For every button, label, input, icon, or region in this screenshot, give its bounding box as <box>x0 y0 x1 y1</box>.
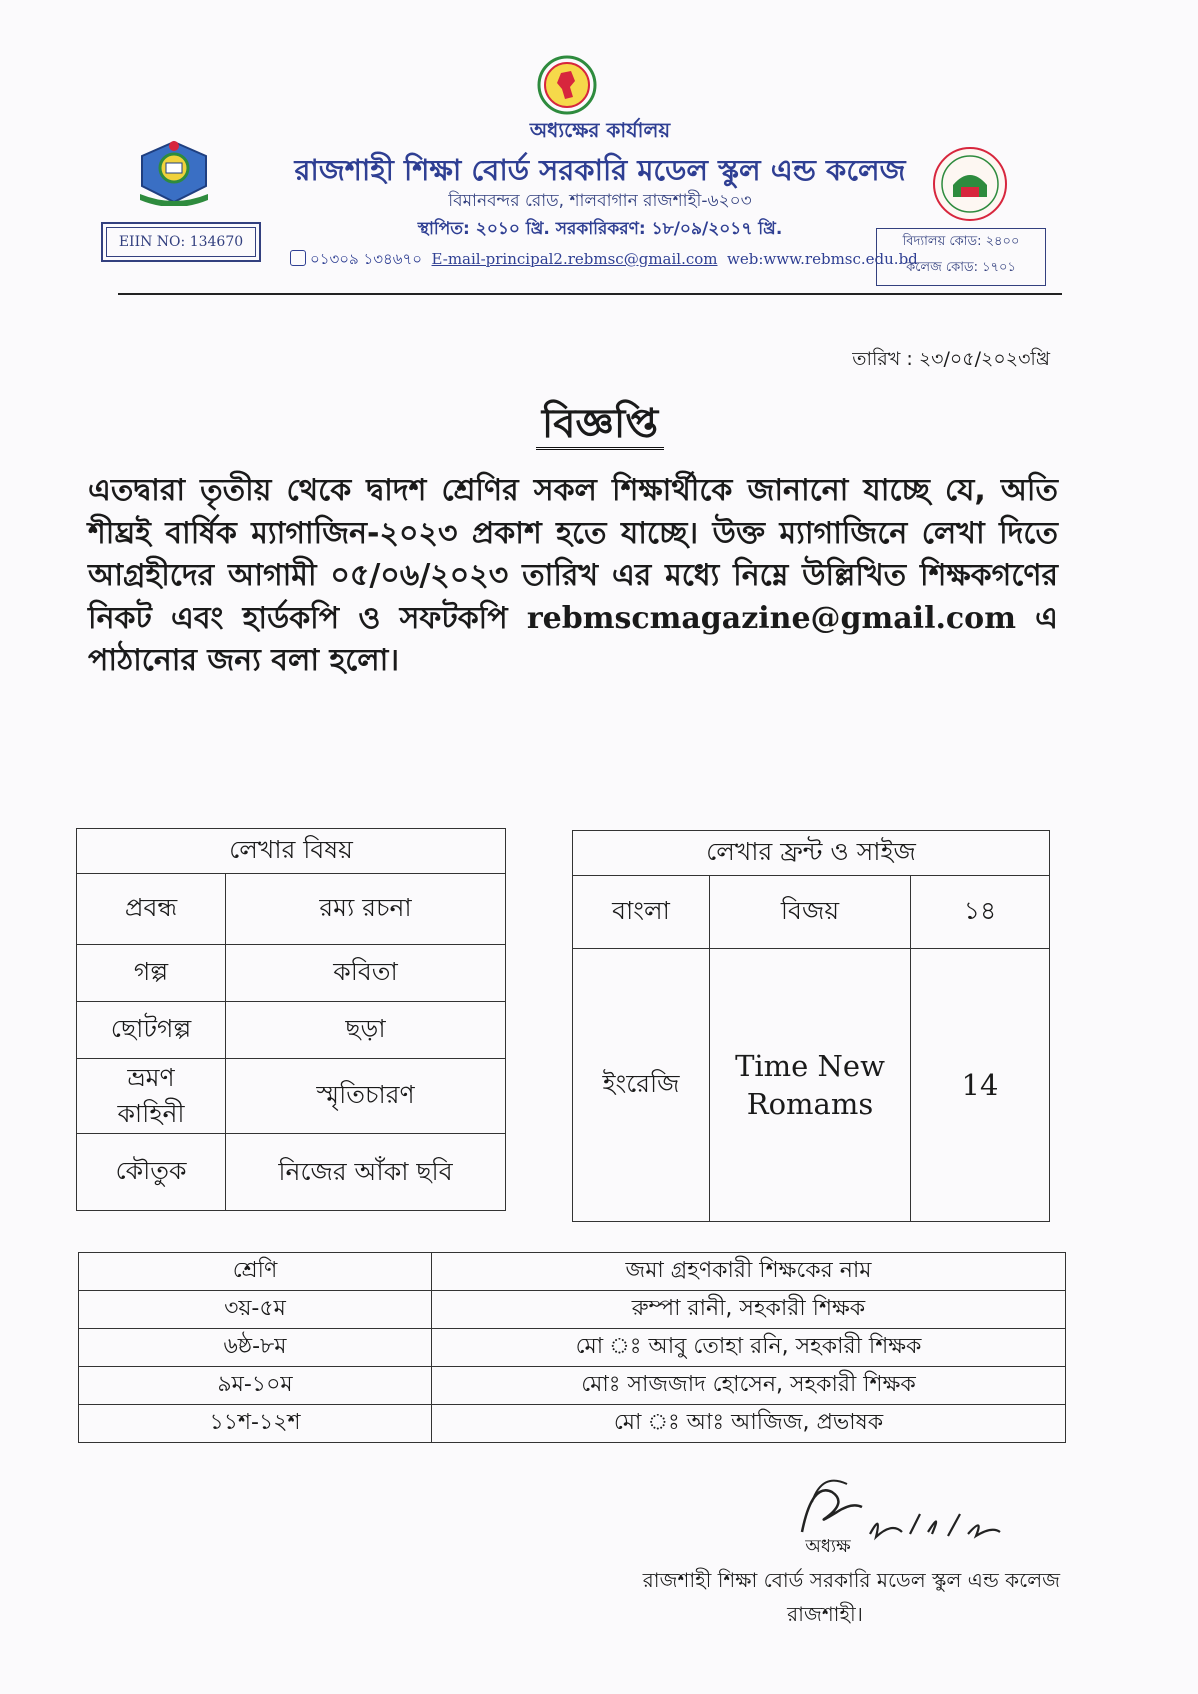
table-row <box>573 876 1050 949</box>
school-logo-icon <box>136 138 212 206</box>
table-row <box>77 945 506 1002</box>
table-row <box>79 1253 1066 1291</box>
class-header: শ্রেণি <box>79 1253 432 1291</box>
teacher-header: জমা গ্রহণকারী শিক্ষকের নাম <box>432 1253 1066 1291</box>
government-seal-icon <box>537 55 597 115</box>
topic-cell: ভ্রমণ কাহিনী <box>77 1059 226 1134</box>
font-language-cell: ইংরেজি <box>573 949 710 1222</box>
class-cell: ৯ম-১০ম <box>79 1367 432 1405</box>
table-row <box>573 949 1050 1222</box>
phone-number: ০১৩০৯ ১৩৪৬৭০ <box>310 250 422 268</box>
topic-cell: প্রবন্ধ <box>77 874 226 945</box>
teacher-cell: রুম্পা রানী, সহকারী শিক্ষক <box>432 1291 1066 1329</box>
institution-codes <box>876 228 1046 286</box>
table-row <box>77 1059 506 1134</box>
class-cell: ৩য়-৫ম <box>79 1291 432 1329</box>
magazine-email[interactable]: rebmscmagazine@gmail.com <box>526 600 1016 636</box>
table-row <box>77 1134 506 1211</box>
topic-cell: গল্প <box>77 945 226 1002</box>
notice-title-text: বিজ্ঞপ্তি <box>536 401 664 450</box>
established-info: স্থাপিত: ২০১০ খ্রি. সরকারিকরণ: ১৮/০৯/২০১৭ খ্রি. <box>417 219 783 239</box>
table-row <box>79 1291 1066 1329</box>
eiin-number: EIIN NO: 134670 <box>101 222 261 262</box>
table-row <box>79 1367 1066 1405</box>
topic-cell: কবিতা <box>226 945 506 1002</box>
header-divider <box>118 293 1062 295</box>
college-code: কলেজ কোড: ১৭০১ <box>906 260 1016 275</box>
table-row <box>79 1405 1066 1443</box>
font-name-cell: বিজয় <box>710 876 911 949</box>
font-name-cell: Time New Romams <box>710 949 911 1222</box>
notice-body-part2: এ পাঠানোর জন্য বলা হলো। <box>88 600 1058 678</box>
font-size-cell: ১৪ <box>911 876 1050 949</box>
school-code: বিদ্যালয় কোড: ২৪০০ <box>902 234 1020 249</box>
font-size-table <box>572 830 1050 1222</box>
school-address: বিমানবন্দর রোড, শালবাগান রাজশাহী-৬২০৩ <box>448 191 752 211</box>
notice-body <box>88 470 1058 683</box>
topic-cell: ছড়া <box>226 1002 506 1059</box>
phone-icon <box>290 250 306 266</box>
font-table-header: লেখার ফ্রন্ট ও সাইজ <box>573 831 1050 876</box>
topic-cell: রম্য রচনা <box>226 874 506 945</box>
contact-line <box>290 248 918 273</box>
notice-title <box>440 392 760 459</box>
email-link[interactable]: E-mail-principal2.rebmsc@gmail.com <box>431 250 718 268</box>
topics-table <box>76 828 506 1211</box>
topic-cell: স্মৃতিচারণ <box>226 1059 506 1134</box>
teacher-cell: মো ঃ আঃ আজিজ, প্রভাষক <box>432 1405 1066 1443</box>
office-title: অধ্যক্ষের কার্যালয় <box>529 118 671 142</box>
font-size-cell: 14 <box>911 949 1050 1222</box>
class-cell: ১১শ-১২শ <box>79 1405 432 1443</box>
table-row <box>77 1002 506 1059</box>
topics-table-header: লেখার বিষয় <box>77 829 506 874</box>
notice-body-part1: এতদ্বারা তৃতীয় থেকে দ্বাদশ শ্রেণির সকল শিক্ষার্থীকে জানানো যাচ্ছে যে, অতি শীঘ্রই বার্ষিক ম্যাগাজিন-২০২৩ প্রকাশ হতে যাচ্ছে। উক্ত ম্যাগাজিনে লেখা দিতে আগ্রহীদের আগামী ০৫/০৬/২০২৩ তারিখ এর মধ্যে নিম্নে উল্লিখিত শিক্ষকগণের নিকট এবং হার্ডকপি ও সফটকপি <box>88 473 1058 636</box>
table-row <box>77 874 506 945</box>
topic-cell: নিজের আঁকা ছবি <box>226 1134 506 1211</box>
website-link[interactable]: web:www.rebmsc.edu.bd <box>727 250 918 268</box>
principal-title: অধ্যক্ষ <box>805 1536 851 1557</box>
teacher-cell: মোঃ সাজজাদ হোসেন, সহকারী শিক্ষক <box>432 1367 1066 1405</box>
school-name: রাজশাহী শিক্ষা বোর্ড সরকারি মডেল স্কুল এন্ড কলেজ <box>294 153 906 187</box>
notice-date: তারিখ : ২৩/০৫/২০২৩খ্রি <box>852 348 1050 370</box>
signature-school-name: রাজশাহী শিক্ষা বোর্ড সরকারি মডেল স্কুল এন্ড কলেজ <box>642 1568 1060 1592</box>
topic-cell: কৌতুক <box>77 1134 226 1211</box>
teacher-table <box>78 1252 1066 1443</box>
teacher-cell: মো ঃ আবু তোহা রনি, সহকারী শিক্ষক <box>432 1329 1066 1367</box>
signature-city: রাজশাহী। <box>787 1602 863 1626</box>
font-language-cell: বাংলা <box>573 876 710 949</box>
topic-cell: ছোটগল্প <box>77 1002 226 1059</box>
class-cell: ৬ষ্ঠ-৮ম <box>79 1329 432 1367</box>
table-row <box>79 1329 1066 1367</box>
